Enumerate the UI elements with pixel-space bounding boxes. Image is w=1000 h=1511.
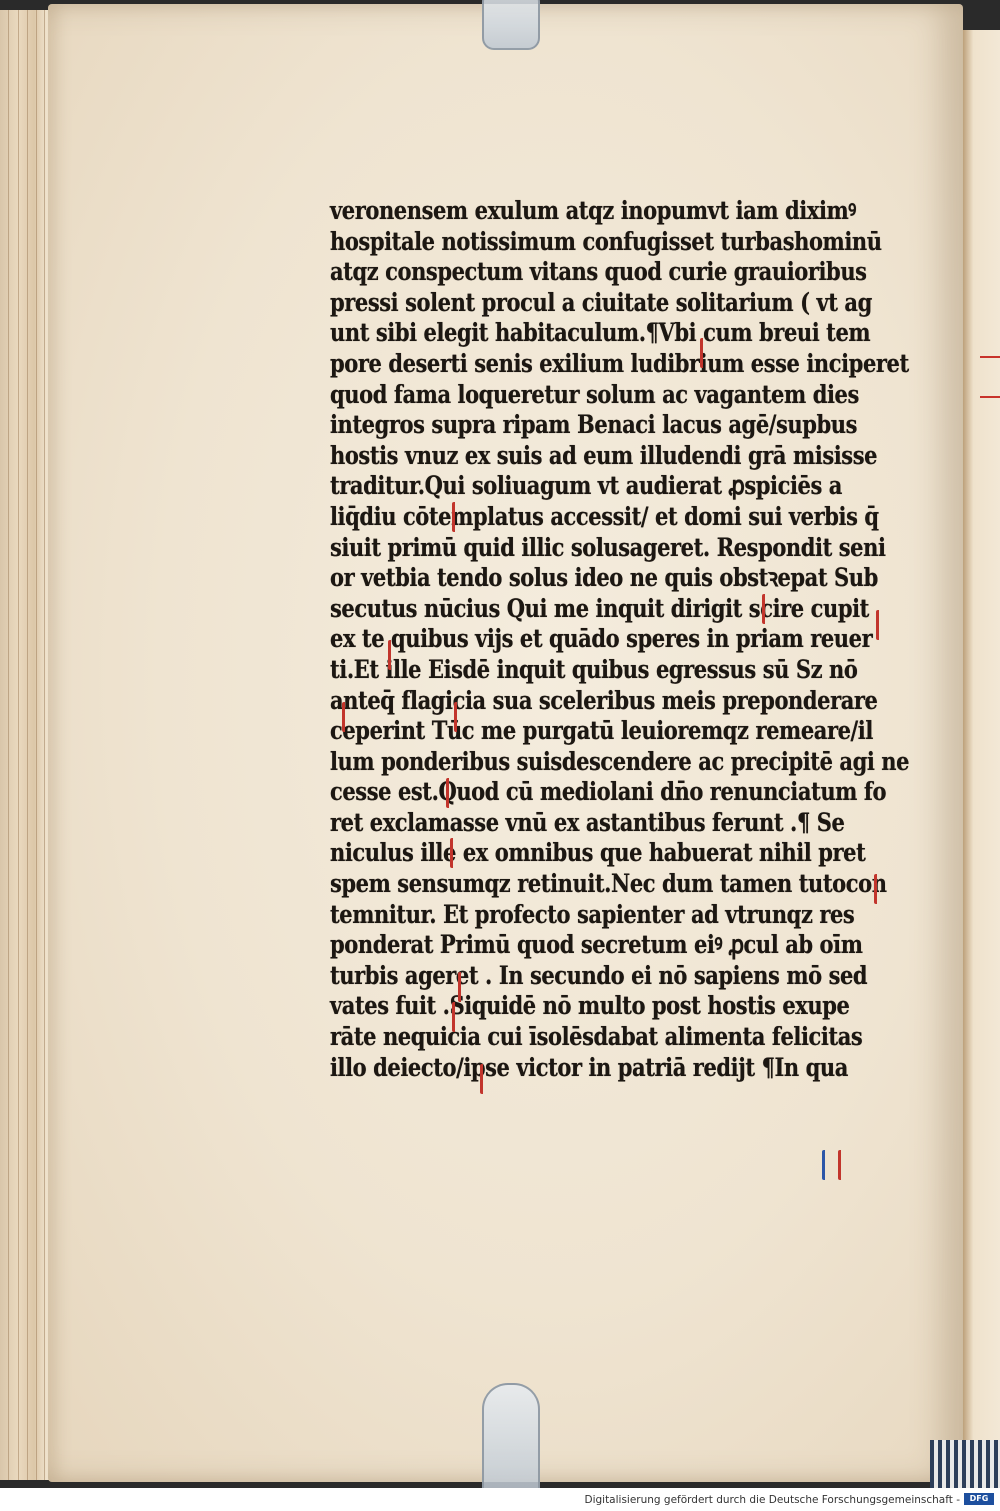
funding-credit: Digitalisierung gefördert durch die Deutsche Forschungsgemeinschaft - — [584, 1494, 960, 1506]
rubric-mark — [446, 778, 455, 808]
rubric-mark — [388, 640, 397, 670]
rubric-mark — [450, 838, 459, 868]
rubric-mark — [452, 502, 461, 532]
text-line: cesse est.Quod cū mediolani dn̄o renunciatum fo — [330, 777, 887, 807]
rubric-mark — [342, 702, 351, 732]
text-line: siuit primū quid illic solusageret. Respondit seni — [330, 532, 886, 562]
text-line: or vetbia tendo solus ideo ne quis obstꝛepat Sub — [330, 563, 878, 593]
rubric-mark — [876, 610, 885, 640]
text-line: traditur.Qui soliuagum vt audierat ꝓspiciēs a — [330, 471, 842, 501]
rubric-mark — [454, 702, 463, 732]
rubric-mark — [762, 594, 771, 624]
text-line: spem sensumqz retinuit.Nec dum tamen tutocon — [330, 869, 887, 899]
text-line: unt sibi elegit habitaculum.¶Vbi cum breui tem — [330, 318, 871, 348]
page-clip-top — [482, 0, 540, 50]
rubric-mark — [458, 972, 467, 1002]
text-line: rāte nequicia cui īsolēsdabat alimenta felicitas — [330, 1022, 863, 1052]
text-line: niculus ille ex omnibus que habuerat nihil pret — [330, 838, 866, 868]
dfg-logo: DFG — [964, 1493, 994, 1505]
text-line: turbis ageret . In secundo ei nō sapiens mō sed — [330, 960, 868, 990]
rubric-mark — [700, 338, 709, 368]
text-line: lum ponderibus suisdescendere ac precipitē agi ne — [330, 746, 910, 776]
rubric-mark — [838, 1150, 847, 1180]
rubric-mark — [874, 874, 883, 904]
text-line: pressi solent procul a ciuitate solitarium ( vt ag — [330, 287, 872, 317]
text-line: vates fuit .Siquidē nō multo post hostis exupe — [330, 991, 850, 1021]
text-line: atqz conspectum vitans quod curie grauioribus — [330, 257, 867, 287]
text-line: integros supra ripam Benaci lacus agē/supbus — [330, 410, 858, 440]
cloth-background — [930, 1440, 1000, 1488]
text-line: ti.Et ille Eisdē inquit quibus egressus sū Sz nō — [330, 654, 858, 684]
rubric-mark-blue — [822, 1150, 831, 1180]
rubric-mark — [480, 1064, 489, 1094]
text-line: secutus nūcius Qui me inquit dirigit scire cupit — [330, 593, 869, 623]
text-line: ceperint Tūc me purgatū leuioremqz remeare/il — [330, 716, 873, 746]
text-line: hospitale notissimum confugisset turbashominū — [330, 226, 882, 256]
text-line: anteq̄ flagicia sua sceleribus meis preponderare — [330, 685, 878, 715]
text-line: pore deserti senis exilium ludibrium esse inciperet — [330, 348, 909, 378]
text-column — [330, 196, 930, 1083]
page-clip-bottom — [482, 1383, 540, 1488]
text-line: ret exclamasse vnū ex astantibus ferunt .¶ Se — [330, 807, 845, 837]
text-line: temnitur. Et profecto sapienter ad vtrunqz res — [330, 899, 855, 929]
text-line: ex te quibus vijs et quādo speres in priam reuer — [330, 624, 873, 654]
footer-bar — [0, 1488, 1000, 1511]
text-line: quod fama loqueretur solum ac vagantem dies — [330, 379, 859, 409]
text-line: hostis vnuz ex suis ad eum illudendi grā misisse — [330, 440, 878, 470]
rubric-mark — [452, 1002, 461, 1032]
text-line: ponderat Primū quod secretum eiꝰ ꝓcul ab oīm — [330, 930, 863, 960]
text-line: veronensem exulum atqz inopumvt iam diximꝰ — [330, 196, 856, 225]
text-line: illo deiecto/ipse victor in patriā redijt ¶In qua — [330, 1052, 848, 1082]
facing-page-edge — [962, 30, 1000, 1470]
text-line: liq̄diu cōtemplatus accessit/ et domi sui verbis q̄ — [330, 501, 879, 531]
